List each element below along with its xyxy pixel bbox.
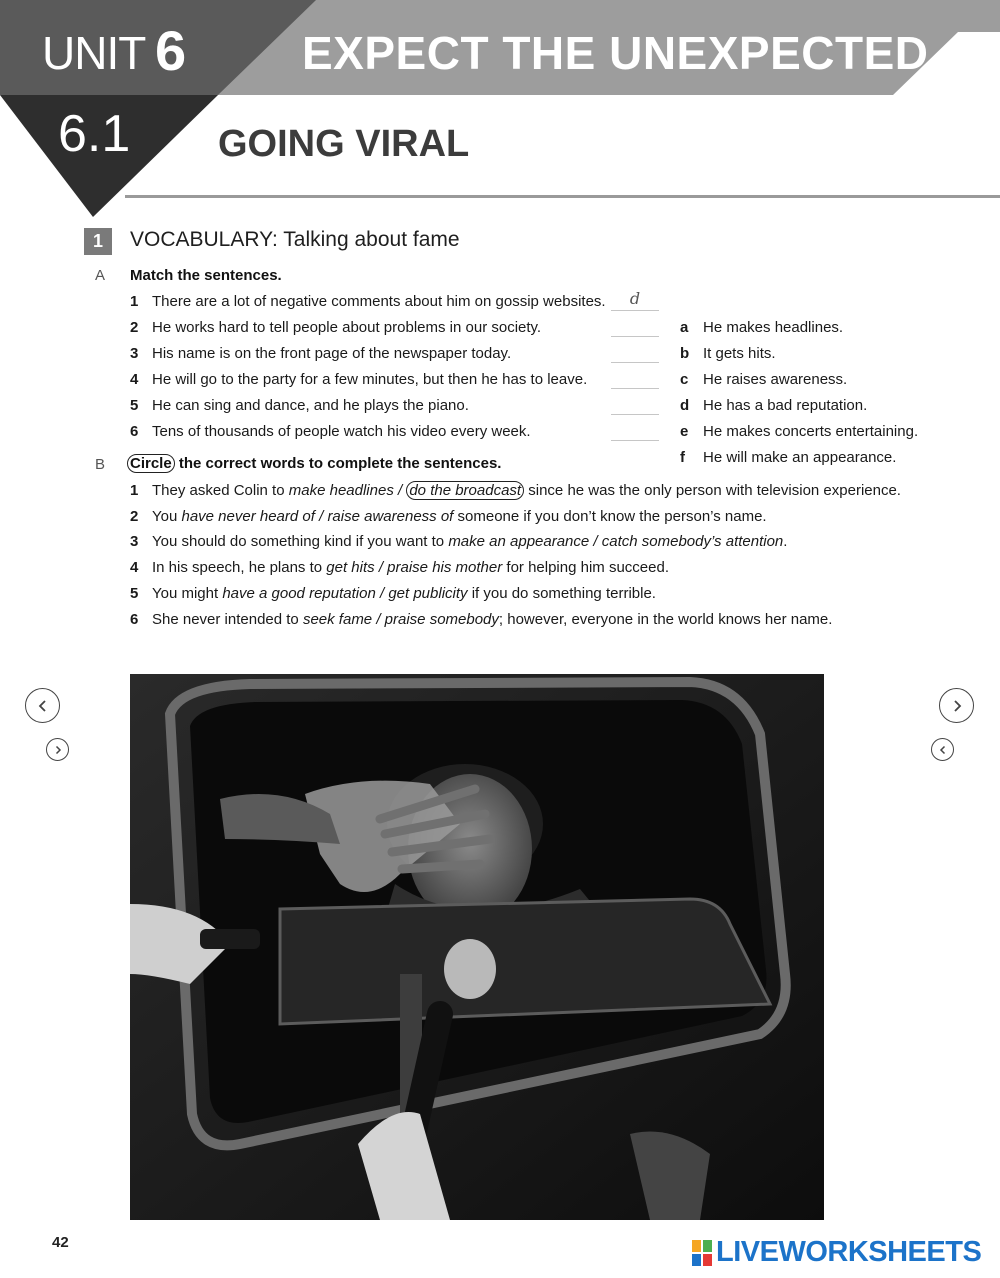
option-letter: f — [680, 449, 685, 466]
choice-sentence: 3 You should do something kind if you want to make an appearance / catch somebody’s attention. — [130, 533, 788, 550]
choice-option[interactable]: get hits — [326, 559, 375, 576]
answer-field[interactable] — [611, 367, 659, 389]
match-option — [680, 344, 776, 364]
match-option — [680, 396, 867, 416]
option-text: He makes concerts entertaining. — [703, 423, 919, 440]
sentence-number: 4 — [130, 371, 139, 388]
sentence-text: He can sing and dance, and he plays the piano. — [152, 397, 469, 414]
sentence-text: He will go to the party for a few minutes, but then he has to leave. — [152, 371, 588, 388]
lesson-title: GOING VIRAL — [218, 123, 470, 165]
option-letter: b — [680, 345, 690, 362]
previous-page-button[interactable] — [25, 688, 60, 723]
choice-option[interactable]: make headlines — [288, 482, 394, 499]
page-number: 42 — [52, 1234, 69, 1251]
choice-option[interactable]: praise somebody — [384, 611, 499, 628]
unit-label: UNIT — [42, 27, 146, 79]
match-sentence — [130, 396, 469, 416]
choice-sentence: 6 She never intended to seek fame / praise somebody; however, everyone in the world knows her name. — [130, 611, 833, 628]
section-title: VOCABULARY: Talking about fame — [130, 228, 460, 251]
lesson-number: 6.1 — [58, 105, 131, 163]
sentence-number: 1 — [130, 293, 139, 310]
chevron-right-icon — [53, 745, 63, 755]
answer-field[interactable] — [611, 341, 659, 363]
unit-title: EXPECT THE UNEXPECTED — [302, 27, 929, 79]
section-number-badge: 1 — [84, 228, 112, 255]
sentence-number: 4 — [130, 559, 139, 576]
liveworksheets-logo-icon — [692, 1240, 712, 1266]
choice-option[interactable]: get publicity — [388, 585, 468, 602]
choice-sentence: 1 They asked Colin to make headlines / do the broadcast since he was the only person with television experience. — [130, 482, 901, 499]
unit-number: 6 — [155, 19, 187, 82]
chevron-left-icon — [938, 745, 948, 755]
part-a-instruction: Match the sentences. — [130, 267, 282, 284]
next-page-button[interactable] — [939, 688, 974, 723]
sentence-number: 5 — [130, 585, 139, 602]
part-a-letter: A — [95, 267, 106, 284]
match-option — [680, 318, 843, 338]
sentence-number: 1 — [130, 482, 139, 499]
header-divider — [125, 195, 1000, 198]
match-sentence — [130, 344, 511, 364]
sentence-number: 2 — [130, 319, 139, 336]
choice-option[interactable]: seek fame — [302, 611, 373, 628]
choice-sentence: 4 In his speech, he plans to get hits / praise his mother for helping him succeed. — [130, 559, 669, 576]
match-option — [680, 422, 918, 442]
option-letter: a — [680, 319, 689, 336]
part-b-instruction: Circle the correct words to complete the sentences. — [130, 455, 501, 472]
option-letter: e — [680, 423, 689, 440]
photo-illustration — [130, 674, 824, 1220]
option-text: He will make an appearance. — [703, 449, 897, 466]
choice-option-selected[interactable]: do the broadcast — [406, 481, 524, 500]
sentence-number: 3 — [130, 533, 139, 550]
sentence-text: His name is on the front page of the newspaper today. — [152, 345, 512, 362]
choice-option[interactable]: make an appearance — [448, 533, 590, 550]
option-text: He makes headlines. — [703, 319, 844, 336]
sentence-number: 6 — [130, 423, 139, 440]
sentence-number: 5 — [130, 397, 139, 414]
choice-sentence: 5 You might have a good reputation / get publicity if you do something terrible. — [130, 585, 656, 602]
sentence-number: 3 — [130, 345, 139, 362]
option-text: He raises awareness. — [703, 371, 848, 388]
answer-field[interactable] — [611, 315, 659, 337]
choice-option[interactable]: praise his mother — [387, 559, 503, 576]
match-sentence — [130, 318, 541, 338]
chevron-right-icon — [950, 699, 964, 713]
previous-page-small-button[interactable] — [931, 738, 954, 761]
sentence-text: Tens of thousands of people watch his video every week. — [152, 423, 531, 440]
choice-option[interactable]: have a good reputation — [222, 585, 376, 602]
sentence-number: 6 — [130, 611, 139, 628]
choice-sentence: 2 You have never heard of / raise awareness of someone if you don’t know the person’s name. — [130, 508, 767, 525]
unit-header-band — [0, 0, 1000, 95]
answer-field[interactable] — [611, 393, 659, 415]
match-sentence — [130, 292, 606, 312]
match-sentence — [130, 422, 531, 442]
choice-option[interactable]: catch somebody’s attention — [601, 533, 784, 550]
choice-option[interactable]: have never heard of — [181, 508, 315, 525]
sentence-text: There are a lot of negative comments about him on gossip websites. — [152, 293, 606, 310]
match-option — [680, 370, 847, 390]
celebrity-in-car-photo — [130, 674, 824, 1220]
chevron-left-icon — [36, 699, 50, 713]
option-text: It gets hits. — [703, 345, 776, 362]
answer-field[interactable]: d — [611, 289, 659, 311]
match-option — [680, 448, 896, 468]
sentence-number: 2 — [130, 508, 139, 525]
next-page-small-button[interactable] — [46, 738, 69, 761]
circle-word: Circle — [127, 454, 175, 473]
part-b-letter: B — [95, 456, 106, 473]
answer-field[interactable] — [611, 419, 659, 441]
option-letter: d — [680, 397, 690, 414]
match-sentence — [130, 370, 587, 390]
choice-option[interactable]: raise awareness of — [327, 508, 454, 525]
option-text: He has a bad reputation. — [703, 397, 868, 414]
liveworksheets-brand[interactable]: LIVEWORKSHEETS — [716, 1236, 982, 1268]
option-letter: c — [680, 371, 689, 388]
sentence-text: He works hard to tell people about problems in our society. — [152, 319, 542, 336]
